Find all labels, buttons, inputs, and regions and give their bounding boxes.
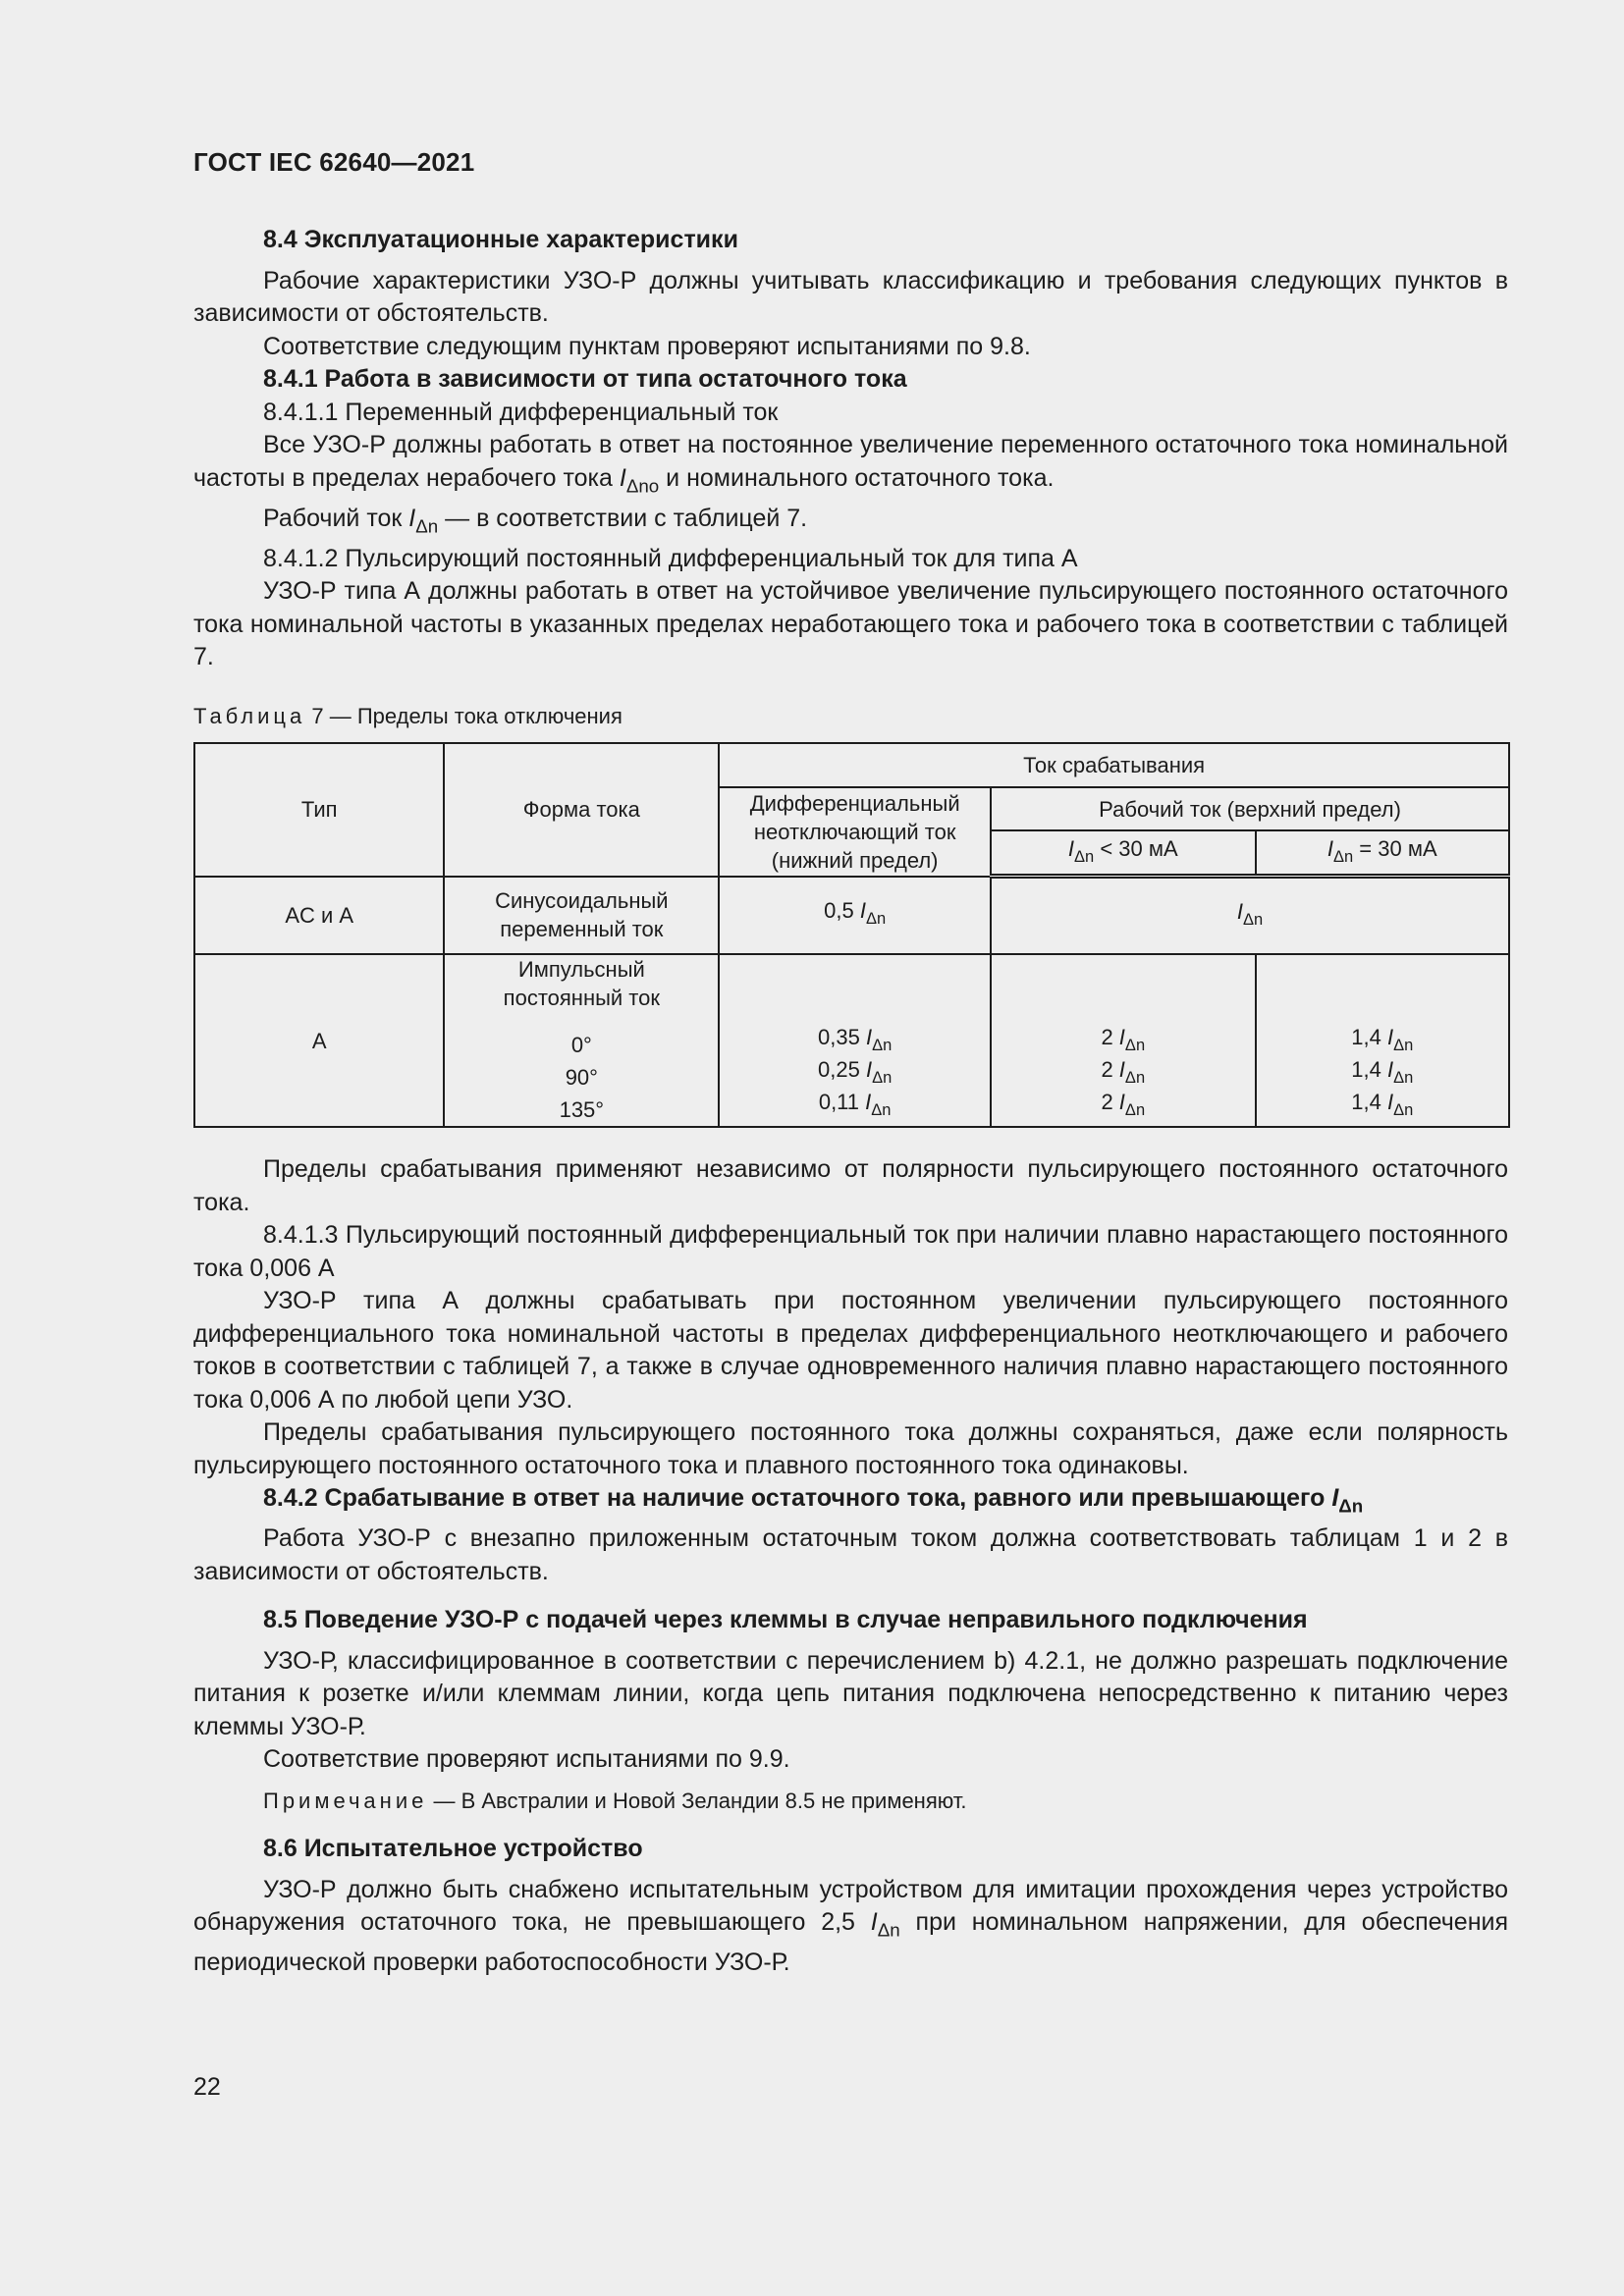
section-8-4-1-2-title: 8.4.1.2 Пульсирующий постоянный дифференциальный ток для типа А [263,544,1078,572]
section-8-4-title: 8.4 Эксплуатационные характеристики [263,226,738,253]
paragraph: Соответствие следующим пунктам проверяют испытаниями по 9.8. [263,332,1031,360]
document-body [193,224,1508,1980]
cell-type: A [194,954,444,1127]
section-8-5-title: 8.5 Поведение УЗО-Р с подачей через клеммы в случае неправильного подключения [263,1606,1308,1634]
page-number: 22 [193,2073,221,2101]
paragraph: Все УЗО-Р должны работать в ответ на постоянное увеличение переменного остаточного тока номинальной частоты в пределах нерабочего тока $I_{\Delta no}$ и номинального остаточного тока. [193,431,1508,497]
paragraph: Рабочий ток $I_{\Delta n}$ — в соответствии с таблицей 7. [263,504,808,537]
cell-form: Синусоидальный переменный ток [444,877,719,955]
table-caption: Таблица 7 — Пределы тока отключения [193,703,623,728]
section-8-4-1-1-title: 8.4.1.1 Переменный дифференциальный ток [263,398,779,426]
header-eq-30ma: $I_{\Delta n} = 30$ мА [1256,830,1510,877]
header-working-current: Рабочий ток (верхний предел) [991,787,1509,830]
header-type: Тип [194,743,444,877]
section-8-4-1-title: 8.4.1 Работа в зависимости от типа остаточного тока [263,365,907,393]
table-row [194,877,1509,955]
paragraph: Пределы срабатывания пульсирующего постоянного тока должны сохраняться, даже если полярность пульсирующего постоянного остаточного тока и плавного постоянного тока одинаковы. [193,1418,1508,1479]
header-current-form: Форма тока [444,743,719,877]
cell-eq-30ma: 1,4 $I_{\Delta n}$ 1,4 $I_{\Delta n}$ 1,4 $I_{\Delta n}$ [1256,954,1510,1127]
cell-type: AC и A [194,877,444,955]
cell-form: Импульсный постоянный ток 0° 90° 135° [444,954,719,1127]
paragraph: Пределы срабатывания применяют независимо от полярности пульсирующего постоянного остаточного тока. [193,1155,1508,1216]
paragraph: УЗО-Р, классифицированное в соответствии с перечислением b) 4.2.1, не должно разрешать подключение питания к розетке и/или клеммам линии, когда цепь питания подключена непосредственно к питанию через клеммы УЗО-Р. [193,1646,1508,1740]
cell-diff: 0,35 $I_{\Delta n}$ 0,25 $I_{\Delta n}$ 0,11 $I_{\Delta n}$ [719,954,991,1127]
paragraph: Работа УЗО-Р с внезапно приложенным остаточным током должна соответствовать таблицам 1 и 2 в зависимости от обстоятельств. [193,1524,1508,1585]
note: Примечание — В Австралии и Новой Зеландии 8.5 не применяют. [263,1788,967,1813]
paragraph: УЗО-Р типа А должны работать в ответ на устойчивое увеличение пульсирующего постоянного остаточного тока номинальной частоты в указанных пределах неработающего тока и рабочего тока в соответствии с таблицей 7. [193,577,1508,671]
table-row [194,954,1509,1127]
section-8-4-1-3-title: 8.4.1.3 Пульсирующий постоянный дифференциальный ток при наличии плавно нарастающего постоянного тока 0,006 А [193,1221,1508,1282]
section-8-4-2-title: 8.4.2 Срабатывание в ответ на наличие остаточного тока, равного или превышающего $I_{\Delta n}$ [263,1484,1364,1517]
document-header: ГОСТ IEC 62640—2021 [193,147,475,177]
header-diff-current: Дифференциальный неотключающий ток (нижний предел) [719,787,991,877]
paragraph: УЗО-Р должно быть снабжено испытательным устройством для имитации прохождения через устройство обнаружения остаточного тока, не превышающего 2,5 $I_{\Delta n}$ при номинальном напряжении, для обеспечения периодической проверки работоспособности УЗО-Р. [193,1875,1508,1977]
header-lt-30ma: $I_{\Delta n} < 30$ мА [991,830,1255,877]
table-7 [193,742,1510,1128]
cell-lt-30ma: 2 $I_{\Delta n}$ 2 $I_{\Delta n}$ 2 $I_{\Delta n}$ [991,954,1255,1127]
paragraph: Соответствие проверяют испытаниями по 9.9. [263,1745,790,1774]
section-8-6-title: 8.6 Испытательное устройство [263,1835,643,1863]
paragraph: УЗО-Р типа А должны срабатывать при постоянном увеличении пульсирующего постоянного дифференциального тока номинальной частоты в пределах дифференциального неотключающего и рабочего токов в соответствии с таблицей 7, а также в случае одновременного наличия плавно нарастающего постоянного тока 0,006 А по любой цепи УЗО. [193,1287,1508,1414]
cell-working: $I_{\Delta n}$ [991,877,1509,955]
cell-diff: 0,5 $I_{\Delta n}$ [719,877,991,955]
header-trip-current: Ток срабатывания [719,743,1509,787]
paragraph: Рабочие характеристики УЗО-Р должны учитывать классификацию и требования следующих пунктов в зависимости от обстоятельств. [193,266,1508,327]
